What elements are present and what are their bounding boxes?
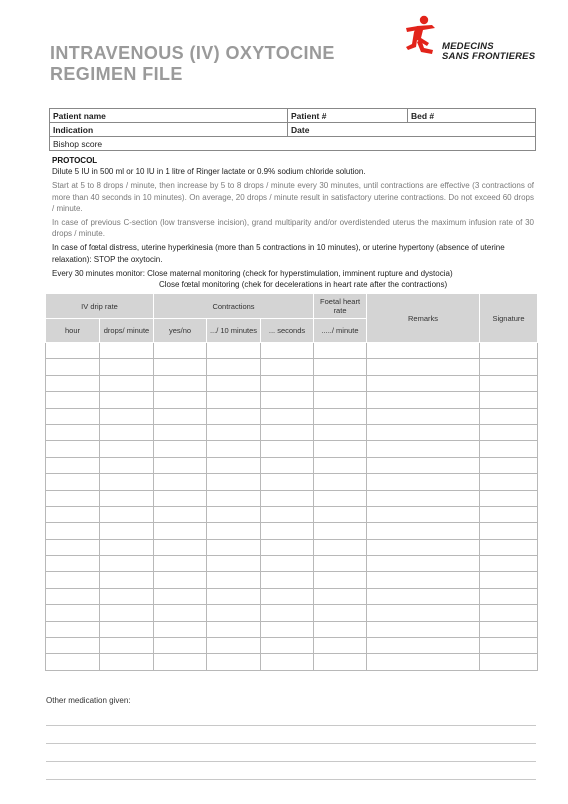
- header-seconds: ... seconds: [261, 319, 314, 343]
- protocol-dilution: Dilute 5 IU in 500 ml or 10 IU in 1 litre of Ringer lactate or 0.9% sodium chloride solution.: [52, 167, 366, 177]
- table-cell[interactable]: [480, 408, 538, 424]
- header-signature: Signature: [480, 294, 538, 343]
- table-cell[interactable]: [480, 539, 538, 555]
- table-cell[interactable]: [261, 408, 314, 424]
- table-cell[interactable]: [261, 654, 314, 670]
- table-row: [46, 556, 538, 572]
- table-cell[interactable]: [207, 588, 261, 604]
- table-cell[interactable]: [100, 588, 154, 604]
- table-cell[interactable]: [367, 556, 480, 572]
- table-row: [46, 506, 538, 522]
- protocol-heading: PROTOCOL: [52, 156, 98, 165]
- table-cell[interactable]: [207, 359, 261, 375]
- indication-field[interactable]: Indication: [50, 123, 288, 137]
- table-cell[interactable]: [314, 638, 367, 654]
- patient-name-field[interactable]: Patient name: [50, 109, 288, 123]
- table-cell[interactable]: [154, 572, 207, 588]
- table-cell[interactable]: [261, 490, 314, 506]
- table-row: [46, 572, 538, 588]
- table-cell[interactable]: [367, 572, 480, 588]
- table-cell[interactable]: [480, 424, 538, 440]
- table-cell[interactable]: [480, 605, 538, 621]
- table-cell[interactable]: [314, 621, 367, 637]
- table-cell[interactable]: [100, 392, 154, 408]
- table-cell[interactable]: [207, 474, 261, 490]
- table-cell[interactable]: [100, 441, 154, 457]
- table-cell[interactable]: [261, 523, 314, 539]
- table-cell[interactable]: [100, 474, 154, 490]
- msf-running-figure-icon: [402, 14, 446, 58]
- table-cell[interactable]: [154, 638, 207, 654]
- table-cell[interactable]: [100, 343, 154, 359]
- other-medication-line[interactable]: [46, 725, 536, 726]
- patient-number-field[interactable]: Patient #: [288, 109, 408, 123]
- other-medication-label: Other medication given:: [46, 696, 131, 705]
- other-medication-line[interactable]: [46, 779, 536, 780]
- table-cell[interactable]: [100, 424, 154, 440]
- table-cell[interactable]: [367, 605, 480, 621]
- table-cell[interactable]: [100, 539, 154, 555]
- table-cell[interactable]: [314, 392, 367, 408]
- table-row: [46, 654, 538, 670]
- table-cell[interactable]: [46, 375, 100, 391]
- table-cell[interactable]: [261, 588, 314, 604]
- table-cell[interactable]: [314, 539, 367, 555]
- table-cell[interactable]: [261, 441, 314, 457]
- table-cell[interactable]: [46, 359, 100, 375]
- table-cell[interactable]: [261, 539, 314, 555]
- table-cell[interactable]: [46, 556, 100, 572]
- table-cell[interactable]: [480, 654, 538, 670]
- table-cell[interactable]: [314, 523, 367, 539]
- table-cell[interactable]: [207, 424, 261, 440]
- table-cell[interactable]: [261, 556, 314, 572]
- table-cell[interactable]: [261, 392, 314, 408]
- table-cell[interactable]: [261, 474, 314, 490]
- table-cell[interactable]: [154, 605, 207, 621]
- table-cell[interactable]: [46, 654, 100, 670]
- table-cell[interactable]: [100, 572, 154, 588]
- table-cell[interactable]: [154, 375, 207, 391]
- table-cell[interactable]: [154, 490, 207, 506]
- table-cell[interactable]: [261, 506, 314, 522]
- table-cell[interactable]: [367, 441, 480, 457]
- table-cell[interactable]: [261, 375, 314, 391]
- header-drops-per-minute: drops/ minute: [100, 319, 154, 343]
- table-cell[interactable]: [314, 490, 367, 506]
- table-cell[interactable]: [46, 408, 100, 424]
- table-cell[interactable]: [367, 506, 480, 522]
- other-medication-line[interactable]: [46, 761, 536, 762]
- table-cell[interactable]: [367, 359, 480, 375]
- table-cell[interactable]: [154, 457, 207, 473]
- protocol-previous-csection: In case of previous C-section (low transverse incision), grand multiparity and/or overdistended uterus the maximum infusion rate of 30 drops / minute.: [52, 218, 534, 239]
- table-cell[interactable]: [154, 474, 207, 490]
- table-cell[interactable]: [207, 490, 261, 506]
- table-cell[interactable]: [480, 343, 538, 359]
- table-cell[interactable]: [367, 424, 480, 440]
- document-title: [50, 43, 335, 85]
- table-row: [46, 605, 538, 621]
- table-cell[interactable]: [46, 490, 100, 506]
- table-cell[interactable]: [367, 457, 480, 473]
- monitoring-table-body: [46, 343, 538, 671]
- title-line-2: REGIMEN FILE: [50, 64, 183, 84]
- table-cell[interactable]: [367, 638, 480, 654]
- table-cell[interactable]: [100, 638, 154, 654]
- logo-text-line-1: MEDECINS: [442, 41, 494, 52]
- title-line-1: INTRAVENOUS (IV) OXYTOCINE: [50, 43, 335, 63]
- table-cell[interactable]: [367, 588, 480, 604]
- table-cell[interactable]: [154, 424, 207, 440]
- table-cell[interactable]: [46, 638, 100, 654]
- table-cell[interactable]: [46, 588, 100, 604]
- table-cell[interactable]: [207, 638, 261, 654]
- table-cell[interactable]: [46, 441, 100, 457]
- table-cell[interactable]: [207, 408, 261, 424]
- table-cell[interactable]: [480, 474, 538, 490]
- table-cell[interactable]: [154, 523, 207, 539]
- table-cell[interactable]: [46, 457, 100, 473]
- table-row: [46, 621, 538, 637]
- table-cell[interactable]: [314, 424, 367, 440]
- table-cell[interactable]: [207, 572, 261, 588]
- table-cell[interactable]: [100, 375, 154, 391]
- table-row: [46, 343, 538, 359]
- patient-info-table: [49, 108, 536, 151]
- header-foetal-heart-rate: Foetal heart rate: [314, 294, 367, 319]
- header-per-10-minutes: .../ 10 minutes: [207, 319, 261, 343]
- table-cell[interactable]: [314, 343, 367, 359]
- monitoring-table: [45, 293, 538, 671]
- table-cell[interactable]: [480, 523, 538, 539]
- table-row: [46, 638, 538, 654]
- table-cell[interactable]: [154, 506, 207, 522]
- protocol-monitor-maternal: Every 30 minutes monitor: Close maternal monitoring (check for hyperstimulation, imminent rupture and dystocia): [52, 268, 453, 278]
- table-cell[interactable]: [46, 523, 100, 539]
- table-cell[interactable]: [261, 343, 314, 359]
- table-cell[interactable]: [480, 638, 538, 654]
- table-cell[interactable]: [46, 343, 100, 359]
- table-cell[interactable]: [207, 621, 261, 637]
- table-cell[interactable]: [480, 392, 538, 408]
- table-cell[interactable]: [100, 359, 154, 375]
- msf-logo: [402, 14, 542, 70]
- table-cell[interactable]: [46, 621, 100, 637]
- table-cell[interactable]: [154, 588, 207, 604]
- table-cell[interactable]: [480, 556, 538, 572]
- table-cell[interactable]: [207, 605, 261, 621]
- table-cell[interactable]: [367, 523, 480, 539]
- protocol-section: [52, 155, 534, 290]
- table-cell[interactable]: [367, 474, 480, 490]
- table-cell[interactable]: [100, 490, 154, 506]
- table-row: [46, 359, 538, 375]
- table-cell[interactable]: [314, 474, 367, 490]
- table-cell[interactable]: [480, 506, 538, 522]
- table-row: [46, 588, 538, 604]
- table-cell[interactable]: [261, 621, 314, 637]
- header-remarks: Remarks: [367, 294, 480, 343]
- table-row: [46, 424, 538, 440]
- table-cell[interactable]: [46, 474, 100, 490]
- table-cell[interactable]: [367, 539, 480, 555]
- table-cell[interactable]: [480, 572, 538, 588]
- table-cell[interactable]: [46, 392, 100, 408]
- protocol-monitor-foetal: Close fœtal monitoring (chek for decelerations in heart rate after the contractions): [159, 280, 448, 290]
- table-cell[interactable]: [261, 572, 314, 588]
- table-row: [46, 539, 538, 555]
- table-cell[interactable]: [154, 654, 207, 670]
- table-cell[interactable]: [207, 457, 261, 473]
- protocol-foetal-distress: In case of fœtal distress, uterine hyperkinesia (more than 5 contractions in 10 minutes), or uterine hypertony (absence of uterine relaxation): STOP the oxytocin.: [52, 243, 505, 264]
- table-cell[interactable]: [100, 621, 154, 637]
- table-row: [46, 392, 538, 408]
- table-cell[interactable]: [314, 375, 367, 391]
- bed-number-field[interactable]: Bed #: [408, 109, 536, 123]
- table-cell[interactable]: [367, 392, 480, 408]
- table-cell[interactable]: [314, 457, 367, 473]
- table-cell[interactable]: [261, 359, 314, 375]
- table-cell[interactable]: [154, 343, 207, 359]
- protocol-start-rate: Start at 5 to 8 drops / minute, then increase by 5 to 8 drops / minute every 30 minutes, until contractions are effective (3 contractions of more than 40 seconds in 10 minutes). On average, 20 drops / minute result in satisfactory uterine contractions. Do not exceed 60 drops / minute.: [52, 181, 534, 213]
- table-cell[interactable]: [154, 441, 207, 457]
- table-cell[interactable]: [154, 621, 207, 637]
- table-cell[interactable]: [367, 490, 480, 506]
- header-per-minute: ...../ minute: [314, 319, 367, 343]
- table-cell[interactable]: [480, 621, 538, 637]
- table-cell[interactable]: [207, 392, 261, 408]
- table-row: [46, 523, 538, 539]
- table-cell[interactable]: [154, 408, 207, 424]
- table-cell[interactable]: [46, 572, 100, 588]
- header-hour: hour: [46, 319, 100, 343]
- table-cell[interactable]: [100, 654, 154, 670]
- table-cell[interactable]: [314, 441, 367, 457]
- table-cell[interactable]: [100, 408, 154, 424]
- table-cell[interactable]: [367, 621, 480, 637]
- table-cell[interactable]: [314, 556, 367, 572]
- other-medication-line[interactable]: [46, 743, 536, 744]
- table-cell[interactable]: [207, 523, 261, 539]
- table-cell[interactable]: [207, 539, 261, 555]
- table-cell[interactable]: [261, 424, 314, 440]
- table-cell[interactable]: [207, 556, 261, 572]
- table-cell[interactable]: [480, 441, 538, 457]
- table-cell[interactable]: [154, 392, 207, 408]
- logo-text-line-2: SANS FRONTIERES: [442, 51, 536, 62]
- table-cell[interactable]: [154, 359, 207, 375]
- table-cell[interactable]: [314, 408, 367, 424]
- bishop-score-field[interactable]: Bishop score: [50, 137, 536, 151]
- table-cell[interactable]: [480, 588, 538, 604]
- table-row: [46, 490, 538, 506]
- table-cell[interactable]: [314, 588, 367, 604]
- table-cell[interactable]: [314, 506, 367, 522]
- table-cell[interactable]: [207, 441, 261, 457]
- table-row: [46, 375, 538, 391]
- table-cell[interactable]: [367, 375, 480, 391]
- table-cell[interactable]: [154, 556, 207, 572]
- table-cell[interactable]: [207, 654, 261, 670]
- table-cell[interactable]: [261, 605, 314, 621]
- table-cell[interactable]: [46, 424, 100, 440]
- table-cell[interactable]: [46, 506, 100, 522]
- table-cell[interactable]: [207, 343, 261, 359]
- table-cell[interactable]: [261, 457, 314, 473]
- table-cell[interactable]: [480, 457, 538, 473]
- table-cell[interactable]: [314, 605, 367, 621]
- table-cell[interactable]: [480, 375, 538, 391]
- table-row: [46, 457, 538, 473]
- table-cell[interactable]: [261, 638, 314, 654]
- table-row: [46, 474, 538, 490]
- table-cell[interactable]: [207, 506, 261, 522]
- table-cell[interactable]: [100, 605, 154, 621]
- table-cell[interactable]: [100, 523, 154, 539]
- table-cell[interactable]: [46, 605, 100, 621]
- table-row: [46, 441, 538, 457]
- date-field[interactable]: Date: [288, 123, 536, 137]
- table-cell[interactable]: [207, 375, 261, 391]
- table-cell[interactable]: [480, 490, 538, 506]
- header-iv-drip-rate: IV drip rate: [46, 294, 154, 319]
- header-yes-no: yes/no: [154, 319, 207, 343]
- table-cell[interactable]: [314, 572, 367, 588]
- table-row: [46, 408, 538, 424]
- table-cell[interactable]: [367, 408, 480, 424]
- table-cell[interactable]: [46, 539, 100, 555]
- table-cell[interactable]: [367, 654, 480, 670]
- table-cell[interactable]: [367, 343, 480, 359]
- table-cell[interactable]: [100, 457, 154, 473]
- table-cell[interactable]: [314, 359, 367, 375]
- table-cell[interactable]: [100, 506, 154, 522]
- table-cell[interactable]: [154, 539, 207, 555]
- table-cell[interactable]: [314, 654, 367, 670]
- header-contractions: Contractions: [154, 294, 314, 319]
- table-cell[interactable]: [100, 556, 154, 572]
- table-cell[interactable]: [480, 359, 538, 375]
